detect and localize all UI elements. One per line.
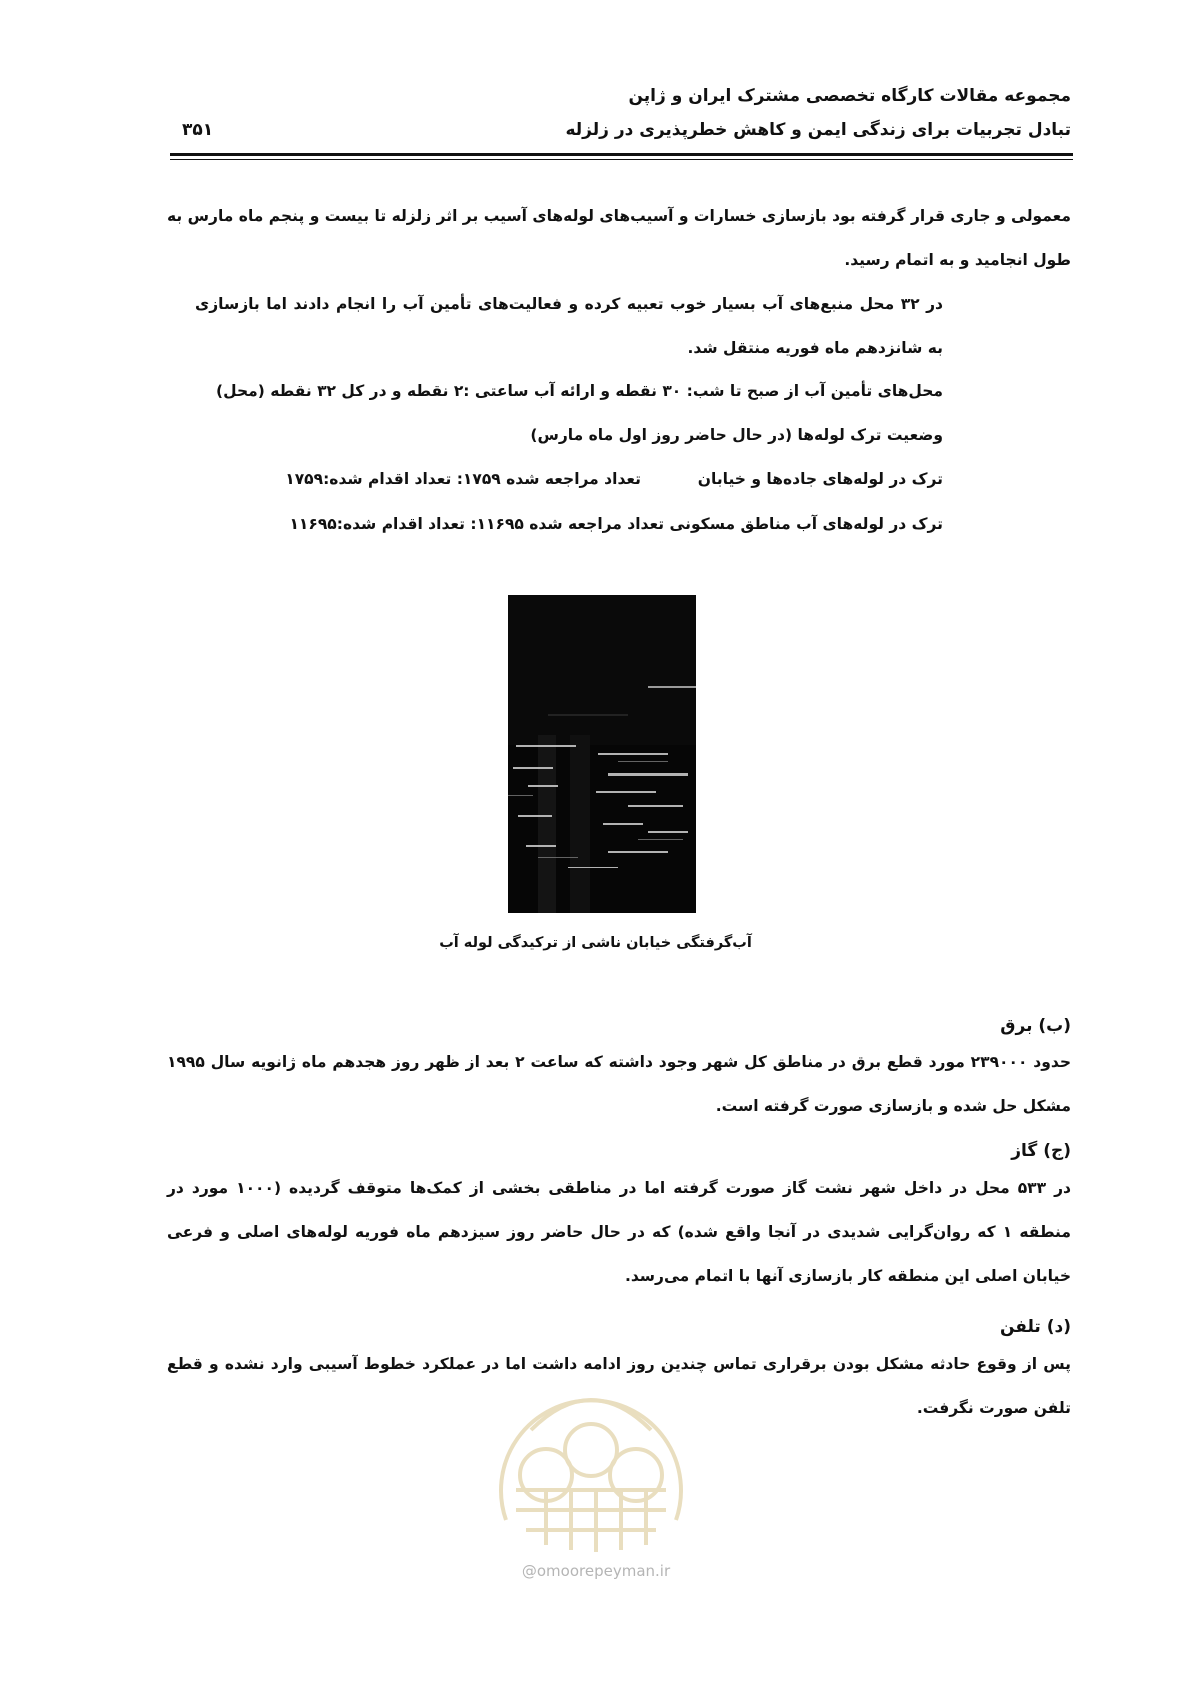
- paragraph-water-sources: در ۳۲ محل منبع‌های آب بسیار خوب تعبیه کرده و فعالیت‌های تأمین آب را انجام دادند اما بازسازی به شانزدهم ماه فوریه منتقل شد.: [195, 295, 943, 357]
- road-pipe-counts: تعداد مراجعه شده ۱۷۵۹: تعداد اقدام شده:۱۷۵۹: [285, 470, 641, 488]
- photo-caption: آب‌گرفتگی خیابان ناشی از ترکیدگی لوله آب: [439, 935, 752, 951]
- flooded-street-photo: [508, 595, 696, 913]
- line-residential-pipe-cracks: ترک در لوله‌های آب مناطق مسکونی تعداد مراجعه شده ۱۱۶۹۵: تعداد اقدام شده:۱۱۶۹۵: [289, 515, 943, 533]
- page-header-title: مجموعه مقالات کارگاه تخصصی مشترک ایران و ژاپن: [628, 86, 1071, 106]
- header-divider-thin: [170, 159, 1073, 160]
- line-water-supply-points: محل‌های تأمین آب از صبح تا شب: ۳۰ نقطه و ارائه آب ساعتی :۲ نقطه و در کل ۳۲ نقطه (محل): [216, 382, 943, 400]
- heading-gas: (ج) گاز: [1011, 1141, 1071, 1161]
- paragraph-gas: در ۵۳۳ محل در داخل شهر نشت گاز صورت گرفته اما در مناطقی بخشی از کمک‌ها متوقف گردیده (۱۰۰۰ مورد در منطقه ۱ که روان‌گرایی شدیدی در آنجا واقع شده) که در حال حاضر روز سیزدهم ماه فوریه لوله‌های اصلی و فرعی خیابان اصلی این منطقه کار بازسازی آنها با اتمام می‌رسد.: [167, 1179, 1071, 1285]
- paragraph-telephone: پس از وقوع حادثه مشکل بودن برقراری تماس چندین روز ادامه داشت اما در عملکرد خطوط آسیبی وارد نشده و قطع تلفن صورت نگرفت.: [167, 1355, 1071, 1417]
- page-header-subtitle: تبادل تجربیات برای زندگی ایمن و کاهش خطرپذیری در زلزله: [565, 120, 1071, 140]
- paragraph-electricity: حدود ۲۳۹۰۰۰ مورد قطع برق در مناطق کل شهر وجود داشته که ساعت ۲ بعد از ظهر روز هجدهم ماه ژانویه سال ۱۹۹۵ مشکل حل شده و بازسازی صورت گرفته است.: [167, 1053, 1071, 1115]
- watermark-url: @omoorepeyman.ir: [521, 1562, 671, 1580]
- header-divider-thick: [170, 153, 1073, 156]
- line-road-pipe-cracks: [285, 470, 943, 488]
- line-pipe-crack-status: وضعیت ترک لوله‌ها (در حال حاضر روز اول ماه مارس): [530, 426, 943, 444]
- page-number: ۳۵۱: [182, 120, 214, 140]
- paragraph-repair-duration: معمولی و جاری قرار گرفته بود بازسازی خسارات و آسیب‌های لوله‌های آسیب بر اثر زلزله تا بیست و پنجم ماه مارس به طول انجامید و به اتمام رسید.: [167, 207, 1071, 269]
- heading-telephone: (د) تلفن: [999, 1317, 1071, 1337]
- watermark-logo-icon: [486, 1370, 696, 1560]
- heading-electricity: (ب) برق: [1000, 1016, 1071, 1036]
- road-pipe-label: ترک در لوله‌های جاده‌ها و خیابان: [697, 470, 943, 488]
